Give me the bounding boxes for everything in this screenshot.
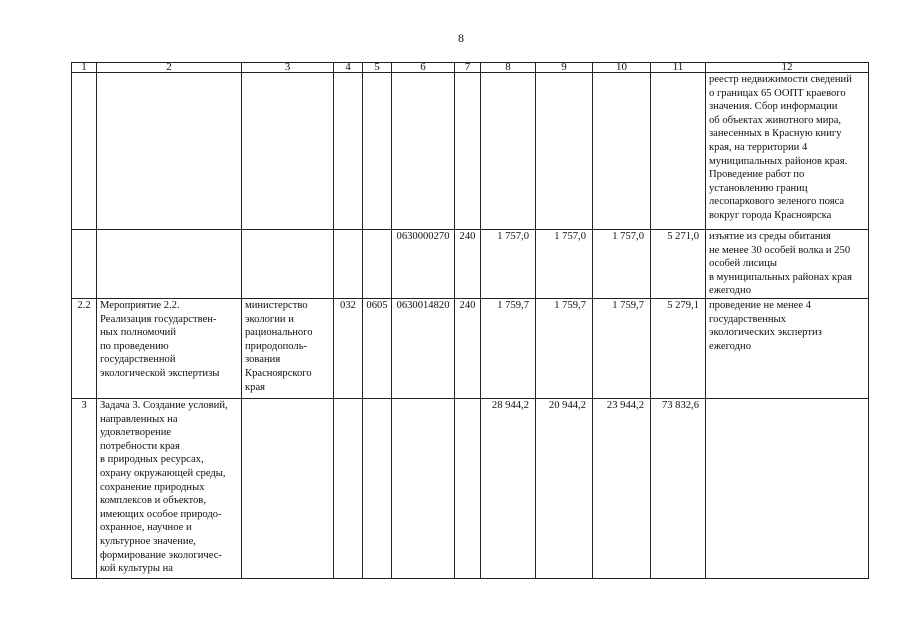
table-cell-col7: [455, 398, 481, 578]
table-cell-col8: 28 944,2: [481, 398, 536, 578]
table-cell-col12: [706, 398, 869, 578]
table-cell-col4: [334, 230, 363, 299]
column-header: 6: [392, 63, 455, 73]
table-row: [72, 73, 869, 230]
table-cell-col1: [72, 73, 97, 230]
table-cell-col9: 20 944,2: [536, 398, 593, 578]
table-cell-col3: [242, 230, 334, 299]
table-cell-col3: [242, 398, 334, 578]
column-header: 1: [72, 63, 97, 73]
table-cell-col8: 1 759,7: [481, 298, 536, 398]
column-header: 11: [651, 63, 706, 73]
table-cell-col7: 240: [455, 298, 481, 398]
table-cell-col11: 5 279,1: [651, 298, 706, 398]
table-cell-col3: министерство экологии и рационального природополь- зования Красноярского края: [242, 298, 334, 398]
column-header: 7: [455, 63, 481, 73]
table-cell-col5: [363, 398, 392, 578]
column-header: 2: [97, 63, 242, 73]
column-header: 8: [481, 63, 536, 73]
page-number: 8: [458, 31, 464, 45]
table-cell-col3: [242, 73, 334, 230]
table-cell-col7: [455, 73, 481, 230]
table-cell-col6: [392, 73, 455, 230]
table-row: [72, 398, 869, 578]
table-cell-col11: 5 271,0: [651, 230, 706, 299]
budget-table: [71, 62, 869, 579]
table-cell-col5: 0605: [363, 298, 392, 398]
column-header: 9: [536, 63, 593, 73]
table-cell-col5: [363, 73, 392, 230]
table-row: [72, 298, 869, 398]
table-cell-col10: [593, 73, 651, 230]
table-cell-col11: [651, 73, 706, 230]
table-cell-col7: 240: [455, 230, 481, 299]
table-cell-col9: 1 759,7: [536, 298, 593, 398]
table-cell-col4: [334, 73, 363, 230]
column-header: 4: [334, 63, 363, 73]
table-cell-col2: Задача 3. Создание условий, направленных на удовлетворение потребности края в природных ресурсах, охрану окружающей среды, сохранение природных комплексов и объектов, имеющих особое природо- охранное, научное и культурное значение, формирование экологичес- кой культуры на: [97, 398, 242, 578]
table-cell-col4: [334, 398, 363, 578]
table-cell-col6: 0630000270: [392, 230, 455, 299]
table-cell-col6: 0630014820: [392, 298, 455, 398]
header-row: [72, 63, 869, 73]
table-cell-col8: 1 757,0: [481, 230, 536, 299]
table-cell-col2: [97, 73, 242, 230]
table-cell-col12: изъятие из среды обитания не менее 30 особей волка и 250 особей лисицы в муниципальных районах края ежегодно: [706, 230, 869, 299]
table-cell-col1: 2.2: [72, 298, 97, 398]
table-cell-col1: [72, 230, 97, 299]
table-cell-col9: 1 757,0: [536, 230, 593, 299]
table-cell-col2: Мероприятие 2.2. Реализация государствен- ных полномочий по проведению государственной экологической экспертизы: [97, 298, 242, 398]
table-cell-col10: 23 944,2: [593, 398, 651, 578]
table-cell-col10: 1 757,0: [593, 230, 651, 299]
table-cell-col10: 1 759,7: [593, 298, 651, 398]
table-cell-col1: 3: [72, 398, 97, 578]
table-cell-col12: проведение не менее 4 государственных экологических экспертиз ежегодно: [706, 298, 869, 398]
table-cell-col8: [481, 73, 536, 230]
table-cell-col11: 73 832,6: [651, 398, 706, 578]
column-header: 10: [593, 63, 651, 73]
column-header: 12: [706, 63, 869, 73]
table-row: [72, 230, 869, 299]
table-cell-col9: [536, 73, 593, 230]
table-cell-col12: реестр недвижимости сведений о границах 65 ООПТ краевого значения. Сбор информации об объектах животного мира, занесенных в Красную книгу края, на территории 4 муниципальных районов края. Проведение работ по установлению границ лесопаркового зеленого пояса вокруг города Красноярска: [706, 73, 869, 230]
table-cell-col2: [97, 230, 242, 299]
column-header: 3: [242, 63, 334, 73]
table-cell-col5: [363, 230, 392, 299]
table-cell-col6: [392, 398, 455, 578]
table-cell-col4: 032: [334, 298, 363, 398]
column-header: 5: [363, 63, 392, 73]
